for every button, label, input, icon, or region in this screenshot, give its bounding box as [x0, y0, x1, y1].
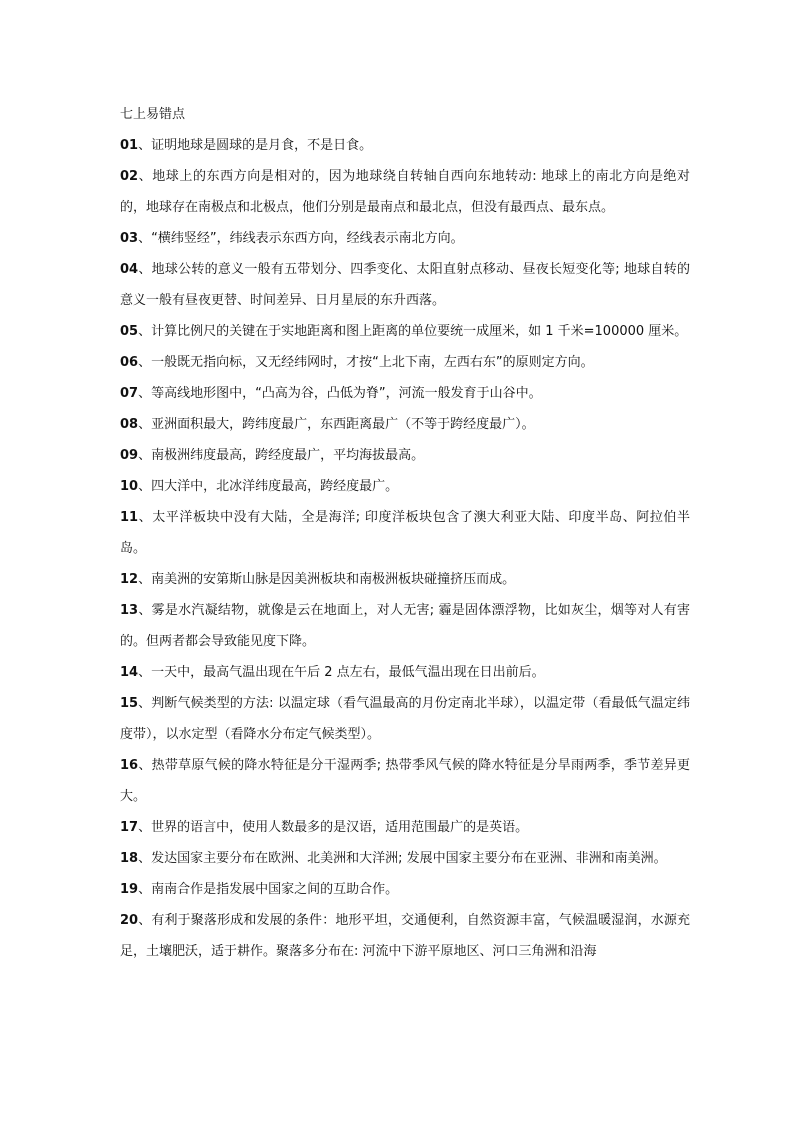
item-text: 、世界的语言中，使用人数最多的是汉语，适用范围最广的是英语。 [138, 820, 529, 835]
item-number: 03 [120, 231, 139, 246]
item-number: 07 [120, 386, 139, 401]
list-item [120, 347, 690, 378]
item-text: 、太平洋板块中没有大陆，全是海洋; 印度洋板块包含了澳大利亚大陆、印度半岛、阿拉伯半岛。 [120, 510, 690, 556]
list-item [120, 843, 690, 874]
item-text: 、雾是水汽凝结物，就像是云在地面上，对人无害; 霾是固体漂浮物，比如灰尘，烟等对人有害的。但两者都会导致能见度下降。 [120, 603, 690, 649]
item-number: 16 [120, 758, 139, 773]
item-text: 、热带草原气候的降水特征是分干湿两季; 热带季风气候的降水特征是分旱雨两季，季节差异更大。 [120, 758, 690, 804]
item-number: 20 [120, 913, 139, 928]
item-text: 、一般既无指向标，又无经纬网时，才按“上北下南，左西右东”的原则定方向。 [138, 355, 594, 370]
item-text: 、计算比例尺的关键在于实地距离和图上距离的单位要统一成厘米，如 1 千米=100000 厘米。 [138, 324, 688, 339]
list-item [120, 564, 690, 595]
item-number: 14 [120, 665, 139, 680]
document-title: 七上易错点 [120, 107, 186, 122]
document-body [120, 99, 690, 967]
item-text: 、“横纬竖经”，纬线表示东西方向，经线表示南北方向。 [138, 231, 464, 246]
item-text: 、南南合作是指发展中国家之间的互助合作。 [138, 882, 399, 897]
list-item [120, 409, 690, 440]
list-item [120, 905, 690, 967]
item-number: 09 [120, 448, 139, 463]
item-text: 、四大洋中，北冰洋纬度最高，跨经度最广。 [138, 479, 399, 494]
item-number: 05 [120, 324, 139, 339]
item-number: 04 [120, 262, 139, 277]
item-text: 、南极洲纬度最高，跨经度最广，平均海拔最高。 [138, 448, 425, 463]
item-text: 、一天中，最高气温出现在午后 2 点左右，最低气温出现在日出前后。 [138, 665, 545, 680]
item-number: 01 [120, 138, 139, 153]
list-item [120, 502, 690, 564]
list-item [120, 316, 690, 347]
item-number: 13 [120, 603, 139, 618]
item-number: 19 [120, 882, 139, 897]
list-item [120, 874, 690, 905]
item-text: 、地球公转的意义一般有五带划分、四季变化、太阳直射点移动、昼夜长短变化等; 地球自转的意义一般有昼夜更替、时间差异、日月星辰的东升西落。 [120, 262, 690, 308]
list-item [120, 161, 690, 223]
list-item [120, 130, 690, 161]
item-number: 10 [120, 479, 139, 494]
item-number: 17 [120, 820, 139, 835]
list-item [120, 471, 690, 502]
item-number: 15 [120, 696, 139, 711]
list-item [120, 595, 690, 657]
item-text: 、亚洲面积最大，跨纬度最广，东西距离最广（不等于跨经度最广）。 [138, 417, 535, 432]
list-item [120, 657, 690, 688]
list-item [120, 254, 690, 316]
item-text: 、发达国家主要分布在欧洲、北美洲和大洋洲; 发展中国家主要分布在亚洲、非洲和南美洲。 [138, 851, 667, 866]
item-number: 11 [120, 510, 139, 525]
item-number: 18 [120, 851, 139, 866]
list-item [120, 223, 690, 254]
item-text: 、判断气候类型的方法: 以温定球（看气温最高的月份定南北半球），以温定带（看最低气温定纬度带），以水定型（看降水分布定气候类型）。 [120, 696, 690, 742]
list-item [120, 750, 690, 812]
list-item [120, 812, 690, 843]
item-number: 02 [120, 169, 139, 184]
item-text: 、等高线地形图中，“凸高为谷，凸低为脊”，河流一般发育于山谷中。 [138, 386, 542, 401]
item-number: 06 [120, 355, 139, 370]
item-text: 、证明地球是圆球的是月食，不是日食。 [138, 138, 373, 153]
item-number: 08 [120, 417, 139, 432]
list-item [120, 378, 690, 409]
item-text: 、南美洲的安第斯山脉是因美洲板块和南极洲板块碰撞挤压而成。 [138, 572, 516, 587]
list-item [120, 440, 690, 471]
item-text: 、有利于聚落形成和发展的条件：地形平坦，交通便利，自然资源丰富，气候温暖湿润，水源充足，土壤肥沃，适于耕作。聚落多分布在: 河流中下游平原地区、河口三角洲和沿海 [120, 913, 690, 959]
item-text: 、地球上的东西方向是相对的，因为地球绕自转轴自西向东地转动: 地球上的南北方向是绝对的，地球存在南极点和北极点，他们分别是最南点和最北点，但没有最西点、最东点。 [120, 169, 690, 215]
item-number: 12 [120, 572, 139, 587]
list-item [120, 688, 690, 750]
